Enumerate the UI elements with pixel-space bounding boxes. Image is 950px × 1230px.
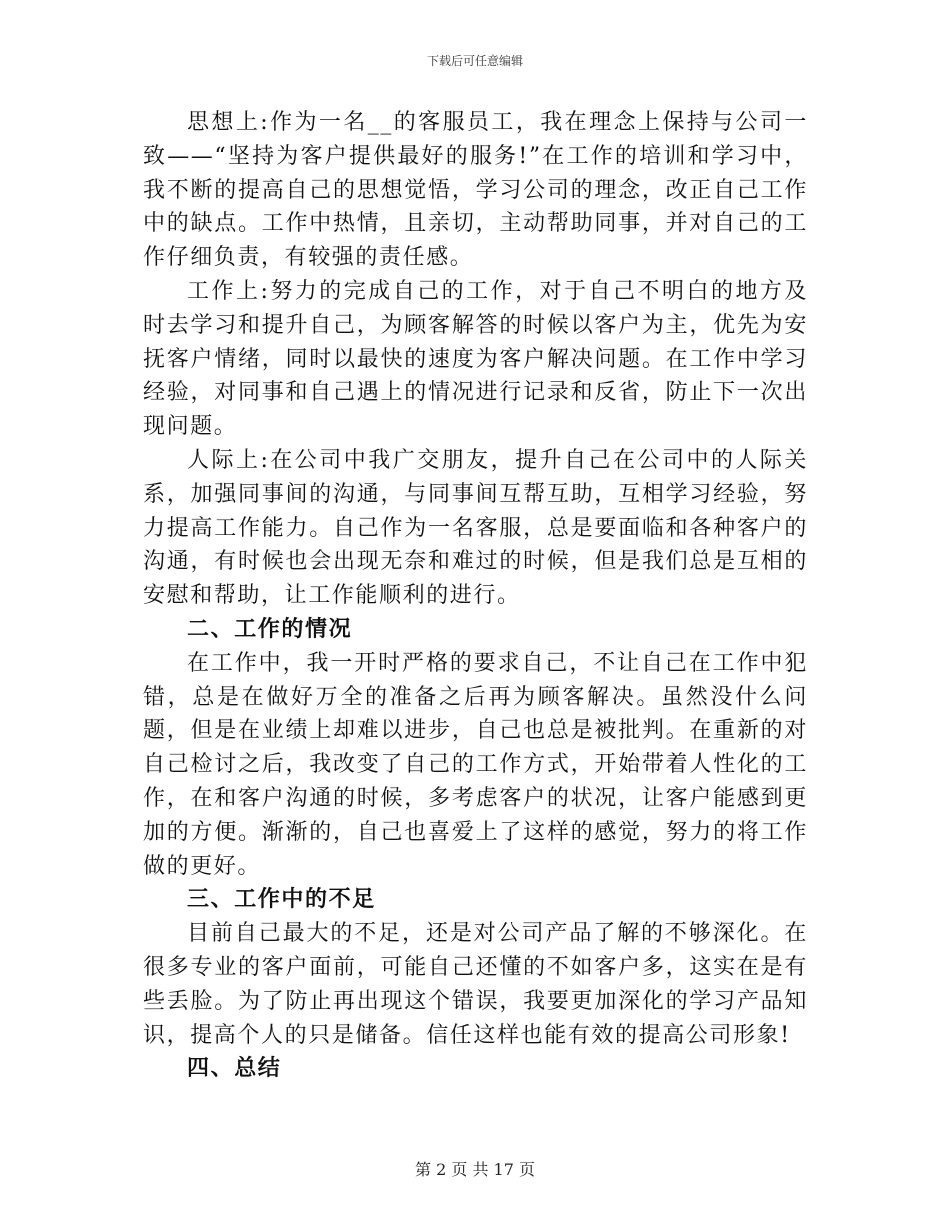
section-heading-summary: 四、总结 <box>187 1056 282 1082</box>
paragraph-interpersonal: 人际上:在公司中我广交朋友，提升自己在公司中的人际关系，加强同事间的沟通，与同事间互帮互助，互相学习经验，努力提高工作能力。自己作为一名客服，总是要面临和各种客户的沟通，有时候也会出现无奈和难过的时候，但是我们总是互相的安慰和帮助，让工作能顺利的进行。 <box>143 447 808 609</box>
paragraph-shortcomings: 目前自己最大的不足，还是对公司产品了解的不够深化。在很多专业的客户面前，可能自己还懂的不如客户多，这实在是有些丢脸。为了防止再出现这个错误，我要更加深化的学习产品知识，提高个人的只是储备。信任这样也能有效的提高公司形象! <box>143 921 808 1048</box>
paragraph-work-situation: 在工作中，我一开时严格的要求自己，不让自己在工作中犯错，总是在做好万全的准备之后再为顾客解决。虽然没什么问题，但是在业绩上却难以进步，自己也总是被批判。在重新的对自己检讨之后，我改变了自己的工作方式，开始带着人性化的工作，在和客户沟通的时候，多考虑客户的状况，让客户能感到更加的方便。渐渐的，自己也喜爱上了这样的感觉，努力的将工作做的更好。 <box>143 650 808 879</box>
document-body <box>143 106 808 1086</box>
section-heading-shortcomings: 三、工作中的不足 <box>187 887 376 913</box>
page-number: 第 2 页 共 17 页 <box>415 1160 535 1179</box>
paragraph-ideology: 思想上:作为一名__的客服员工，我在理念上保持与公司一致——“坚持为客户提供最好的服务!”在工作的培训和学习中，我不断的提高自己的思想觉悟，学习公司的理念，改正自己工作中的缺点。工作中热情，且亲切，主动帮助同事，并对自己的工作仔细负责，有较强的责任感。 <box>143 110 808 271</box>
section-heading-work-situation: 二、工作的情况 <box>187 616 353 642</box>
paragraph-work: 工作上:努力的完成自己的工作，对于自己不明白的地方及时去学习和提升自己，为顾客解答的时候以客户为主，优先为安抚客户情绪，同时以最快的速度为客户解决问题。在工作中学习经验，对同事和自己遇上的情况进行记录和反省，防止下一次出现问题。 <box>143 278 808 440</box>
header-note: 下载后可任意编辑 <box>426 54 523 68</box>
